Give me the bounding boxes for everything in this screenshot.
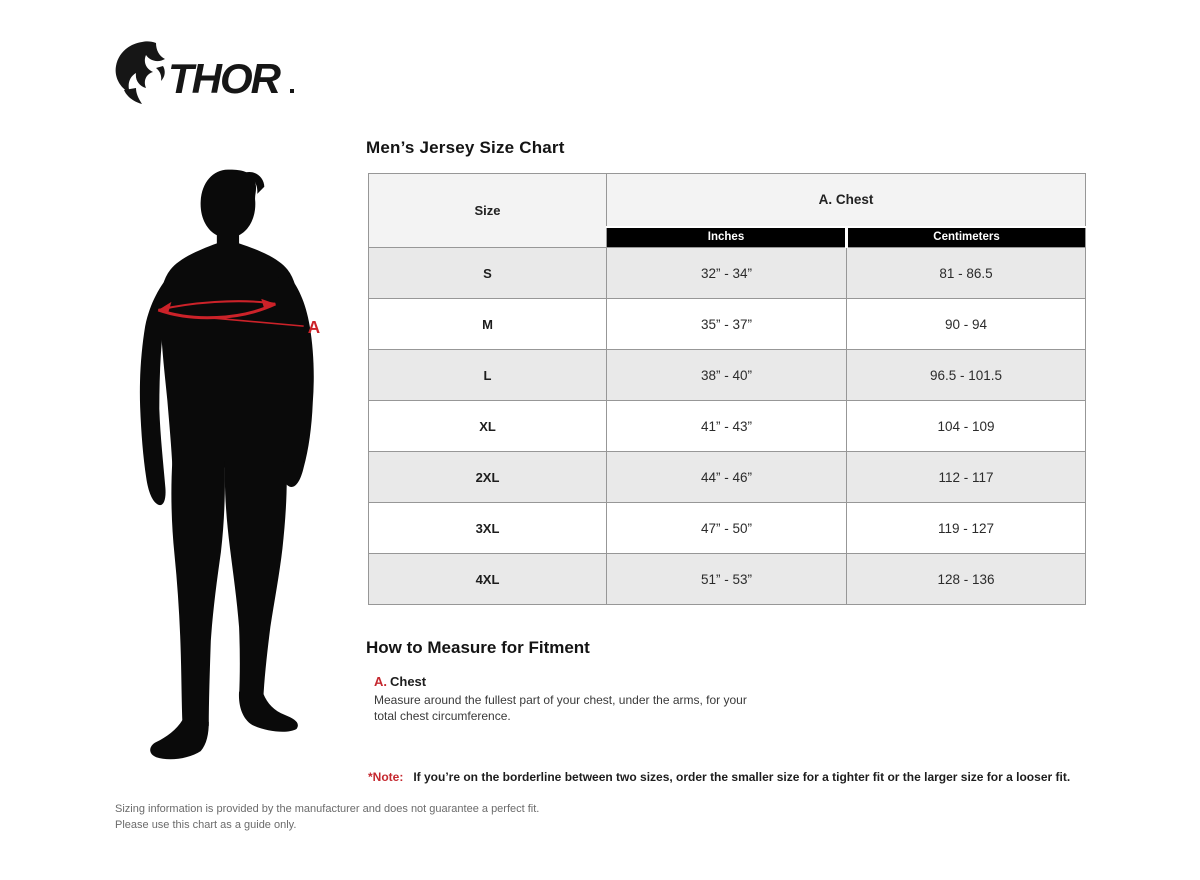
table-row bbox=[369, 401, 1086, 452]
disclaimer-line: Please use this chart as a guide only. bbox=[115, 819, 297, 831]
measure-item-key: A. bbox=[374, 674, 387, 689]
table-header-row bbox=[369, 174, 1086, 227]
table-row bbox=[369, 350, 1086, 401]
inches-cell: 32” - 34” bbox=[607, 248, 847, 299]
size-cell: XL bbox=[369, 401, 607, 452]
body-silhouette bbox=[140, 170, 314, 760]
logo-trademark-dot bbox=[290, 89, 294, 93]
centimeters-cell: 96.5 - 101.5 bbox=[847, 350, 1086, 401]
inches-cell: 44” - 46” bbox=[607, 452, 847, 503]
thor-wordmark: THOR bbox=[168, 55, 279, 102]
note-text: If you’re on the borderline between two sizes, order the smaller size for a tighter fit or the larger size for a looser fit. bbox=[413, 770, 1071, 784]
inches-cell: 35” - 37” bbox=[607, 299, 847, 350]
chest-measure-label: A bbox=[307, 317, 321, 338]
size-table bbox=[368, 173, 1086, 605]
size-cell: L bbox=[369, 350, 607, 401]
centimeters-unit-header: Centimeters bbox=[847, 227, 1086, 248]
inches-cell: 38” - 40” bbox=[607, 350, 847, 401]
size-cell: 4XL bbox=[369, 554, 607, 605]
size-cell: 3XL bbox=[369, 503, 607, 554]
how-to-measure-title: How to Measure for Fitment bbox=[366, 638, 590, 657]
centimeters-cell: 128 - 136 bbox=[847, 554, 1086, 605]
size-column-header: Size bbox=[369, 174, 607, 248]
centimeters-cell: 119 - 127 bbox=[847, 503, 1086, 554]
table-row bbox=[369, 452, 1086, 503]
disclaimer-line: Sizing information is provided by the manufacturer and does not guarantee a perfect fit. bbox=[115, 803, 540, 815]
inches-cell: 51” - 53” bbox=[607, 554, 847, 605]
centimeters-cell: 112 - 117 bbox=[847, 452, 1086, 503]
centimeters-cell: 81 - 86.5 bbox=[847, 248, 1086, 299]
thor-logo bbox=[112, 40, 302, 106]
table-row bbox=[369, 503, 1086, 554]
measure-item-description: Measure around the fullest part of your chest, under the arms, for your total chest circumference. bbox=[374, 693, 747, 723]
centimeters-cell: 104 - 109 bbox=[847, 401, 1086, 452]
size-cell: M bbox=[369, 299, 607, 350]
size-cell: S bbox=[369, 248, 607, 299]
measure-item-chest bbox=[374, 674, 769, 724]
inches-cell: 41” - 43” bbox=[607, 401, 847, 452]
male-silhouette-figure bbox=[126, 166, 338, 778]
table-row bbox=[369, 554, 1086, 605]
measure-item-label: Chest bbox=[390, 674, 427, 689]
sizing-note bbox=[368, 770, 1070, 784]
inches-unit-header: Inches bbox=[607, 227, 847, 248]
size-chart-title: Men’s Jersey Size Chart bbox=[366, 138, 565, 157]
table-row bbox=[369, 248, 1086, 299]
centimeters-cell: 90 - 94 bbox=[847, 299, 1086, 350]
thor-ram-icon bbox=[116, 41, 165, 104]
table-row bbox=[369, 299, 1086, 350]
size-cell: 2XL bbox=[369, 452, 607, 503]
measure-item-heading bbox=[374, 674, 769, 689]
note-prefix: *Note: bbox=[368, 770, 404, 784]
chest-group-header: A. Chest bbox=[607, 174, 1086, 227]
inches-cell: 47” - 50” bbox=[607, 503, 847, 554]
disclaimer bbox=[115, 801, 539, 833]
